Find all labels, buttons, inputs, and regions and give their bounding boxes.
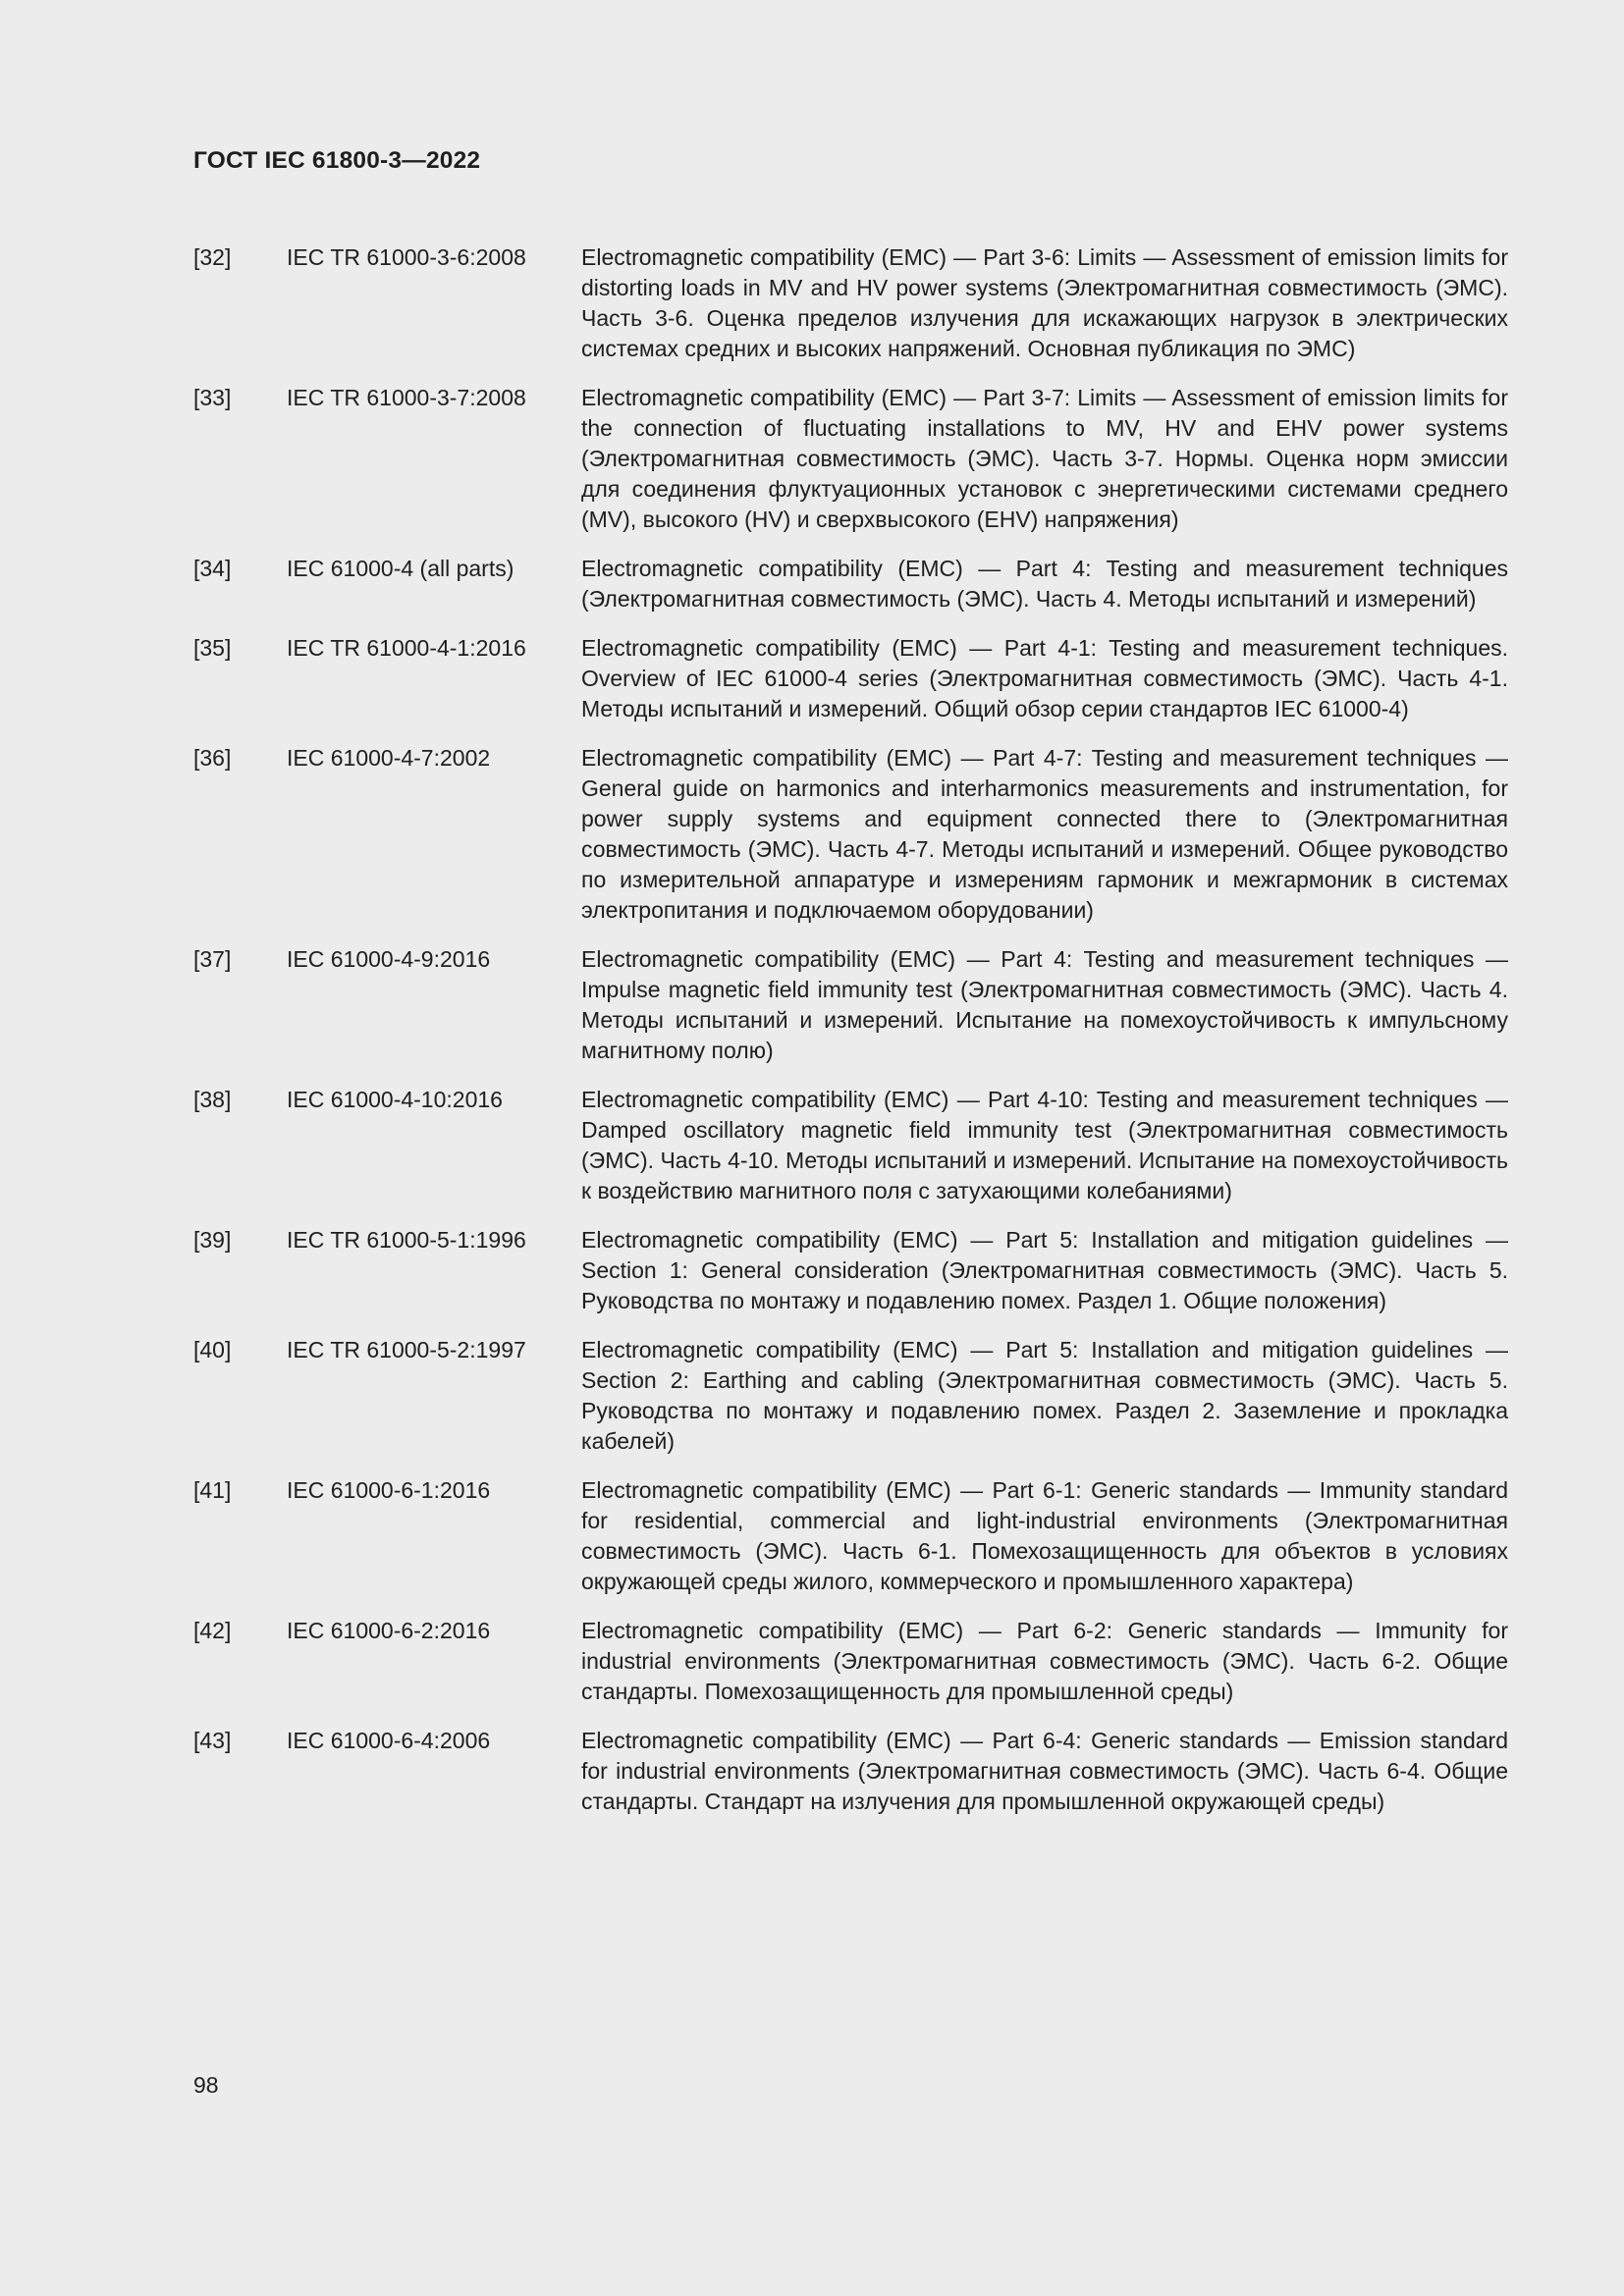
reference-number: [38] (193, 1087, 232, 1112)
reference-number: [32] (193, 244, 232, 270)
standard-code: IEC TR 61000-4-1:2016 (287, 635, 526, 661)
bibliography-entry (193, 1475, 1508, 1597)
bibliography-entry (193, 1616, 1508, 1707)
reference-description: Electromagnetic compatibility (EMC) — Part 5: Installation and mitigation guidelines — Section 1: General consideration (Электромагнитная совместимость (ЭМС). Часть 5. Руководства по монтажу и подавлению помех. Раздел 1. Общие положения) (581, 1227, 1508, 1313)
reference-number: [39] (193, 1227, 232, 1253)
bibliography-entry (193, 1085, 1508, 1206)
standard-code: IEC TR 61000-3-7:2008 (287, 385, 526, 410)
reference-description: Electromagnetic compatibility (EMC) — Part 6-1: Generic standards — Immunity standard for residential, commercial and light-industrial environments (Электромагнитная совместимость (ЭМС). Часть 6-1. Помехозащищенность для объектов в условиях окружающей среды жилого, коммерческого и промышленного характера) (581, 1477, 1508, 1594)
reference-number: [34] (193, 556, 232, 581)
reference-number: [33] (193, 385, 232, 410)
reference-number: [41] (193, 1477, 232, 1503)
reference-description: Electromagnetic compatibility (EMC) — Part 5: Installation and mitigation guidelines — Section 2: Earthing and cabling (Электромагнитная совместимость (ЭМС). Часть 5. Руководства по монтажу и подавлению помех. Раздел 2. Заземление и прокладка кабелей) (581, 1337, 1508, 1454)
reference-description: Electromagnetic compatibility (EMC) — Part 6-4: Generic standards — Emission standard for industrial environments (Электромагнитная совместимость (ЭМС). Часть 6-4. Общие стандарты. Стандарт на излучения для промышленной окружающей среды) (581, 1728, 1508, 1814)
bibliography-entry (193, 743, 1508, 926)
bibliography-entry (193, 1726, 1508, 1817)
bibliography-entry (193, 1225, 1508, 1316)
reference-description: Electromagnetic compatibility (EMC) — Part 3-6: Limits — Assessment of emission limits for distorting loads in MV and HV power systems (Электромагнитная совместимость (ЭМС). Часть 3-6. Оценка пределов излучения для искажающих нагрузок в электрических системах средних и высоких напряжений. Основная публикация по ЭМС) (581, 244, 1508, 361)
document-header: ГОСТ IEC 61800-3—2022 (193, 147, 481, 174)
bibliography-entry (193, 383, 1508, 535)
bibliography-list (193, 242, 1508, 1836)
bibliography-entry (193, 1335, 1508, 1457)
bibliography-entry (193, 944, 1508, 1066)
reference-description: Electromagnetic compatibility (EMC) — Part 4: Testing and measurement techniques — Impulse magnetic field immunity test (Электромагнитная совместимость (ЭМС). Часть 4. Методы испытаний и измерений. Испытание на помехоустойчивость к импульсному магнитному полю) (581, 946, 1508, 1063)
reference-number: [43] (193, 1728, 232, 1753)
bibliography-entry (193, 242, 1508, 364)
standard-code: IEC TR 61000-5-2:1997 (287, 1337, 526, 1362)
page-number: 98 (193, 2072, 219, 2098)
reference-description: Electromagnetic compatibility (EMC) — Part 4-10: Testing and measurement techniques — Damped oscillatory magnetic field immunity test (Электромагнитная совместимость (ЭМС). Часть 4-10. Методы испытаний и измерений. Испытание на помехоустойчивость к воздействию магнитного поля с затухающими колебаниями) (581, 1087, 1508, 1203)
standard-code: IEC 61000-4-7:2002 (287, 745, 491, 771)
standard-code: IEC 61000-4-9:2016 (287, 946, 491, 972)
bibliography-entry (193, 554, 1508, 614)
reference-description: Electromagnetic compatibility (EMC) — Part 4: Testing and measurement techniques (Электромагнитная совместимость (ЭМС). Часть 4. Методы испытаний и измерений) (581, 556, 1508, 612)
reference-description: Electromagnetic compatibility (EMC) — Part 4-1: Testing and measurement techniques. Overview of IEC 61000-4 series (Электромагнитная совместимость (ЭМС). Часть 4-1. Методы испытаний и измерений. Общий обзор серии стандартов IEC 61000-4) (581, 635, 1508, 721)
standard-code: IEC 61000-4-10:2016 (287, 1087, 503, 1112)
standard-code: IEC 61000-6-2:2016 (287, 1618, 491, 1643)
standard-code: IEC 61000-6-4:2006 (287, 1728, 491, 1753)
reference-number: [37] (193, 946, 232, 972)
reference-number: [40] (193, 1337, 232, 1362)
reference-number: [35] (193, 635, 232, 661)
standard-code: IEC 61000-4 (all parts) (287, 556, 514, 581)
reference-description: Electromagnetic compatibility (EMC) — Part 4-7: Testing and measurement techniques — General guide on harmonics and interharmonics measurements and instrumentation, for power supply systems and equipment connected there to (Электромагнитная совместимость (ЭМС). Часть 4-7. Методы испытаний и измерений. Общее руководство по измерительной аппаратуре и измерениям гармоник и межгармоник в системах электропитания и подключаемом оборудовании) (581, 745, 1508, 923)
standard-code: IEC TR 61000-5-1:1996 (287, 1227, 526, 1253)
bibliography-entry (193, 633, 1508, 724)
reference-description: Electromagnetic compatibility (EMC) — Part 6-2: Generic standards — Immunity for industrial environments (Электромагнитная совместимость (ЭМС). Часть 6-2. Общие стандарты. Помехозащищенность для промышленной среды) (581, 1618, 1508, 1704)
reference-number: [42] (193, 1618, 232, 1643)
standard-code: IEC 61000-6-1:2016 (287, 1477, 491, 1503)
reference-description: Electromagnetic compatibility (EMC) — Part 3-7: Limits — Assessment of emission limits for the connection of fluctuating installations to MV, HV and EHV power systems (Электромагнитная совместимость (ЭМС). Часть 3-7. Нормы. Оценка норм эмиссии для соединения флуктуационных установок с энергетическими системами среднего (MV), высокого (HV) и сверхвысокого (EHV) напряжения) (581, 385, 1508, 532)
standard-code: IEC TR 61000-3-6:2008 (287, 244, 526, 270)
reference-number: [36] (193, 745, 232, 771)
